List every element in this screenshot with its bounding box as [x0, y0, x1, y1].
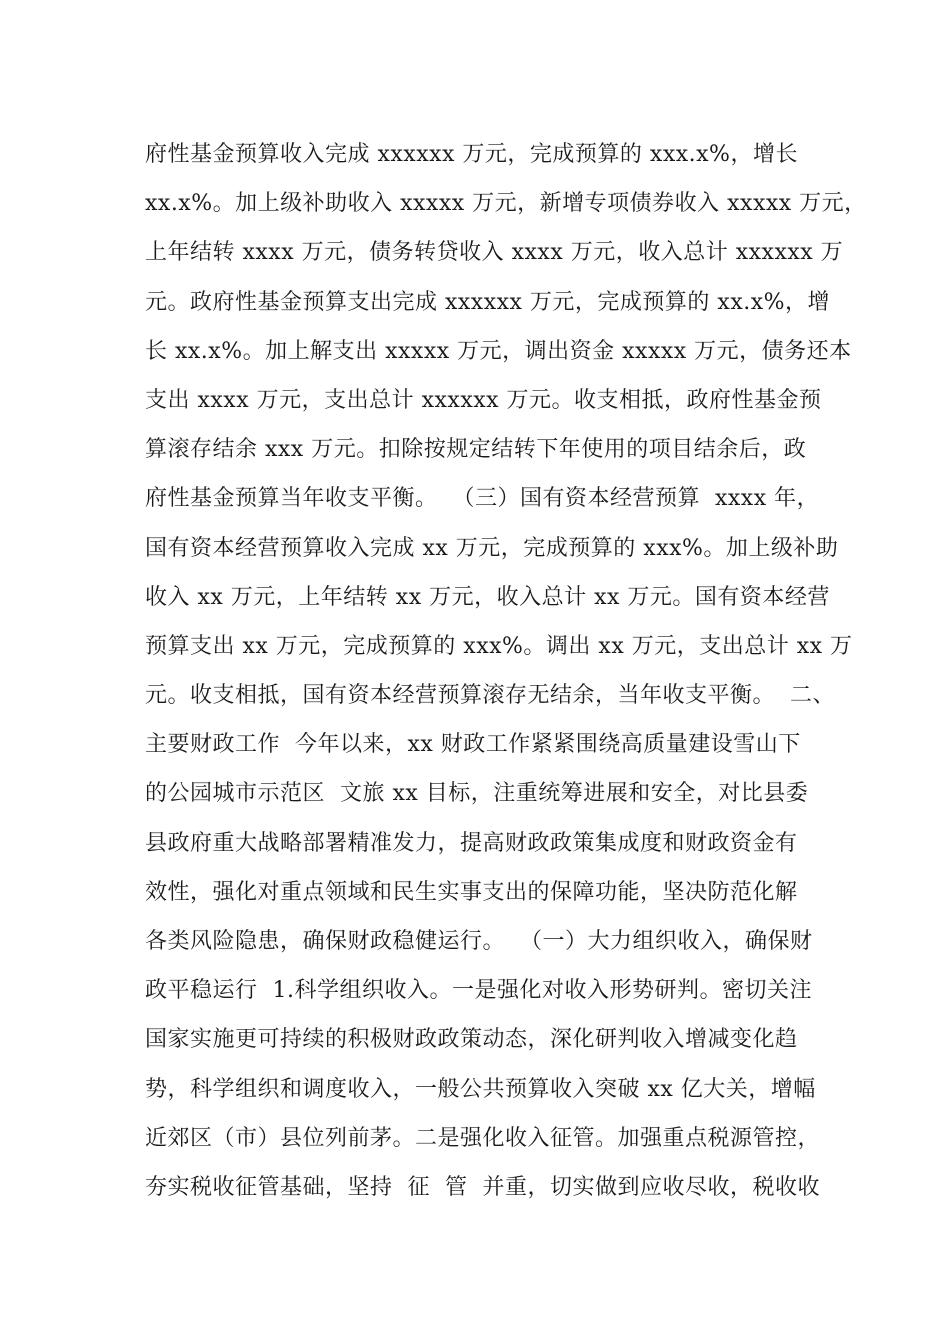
text-line: 势，科学组织和调度收入，一般公共预算收入突破 xx 亿大关，增幅 — [145, 1076, 816, 1102]
body-text — [145, 130, 867, 1212]
text-line: 长 xx.x%。加上解支出 xxxxx 万元，调出资金 xxxxx 万元，债务还本 — [145, 338, 852, 364]
text-line: 效性，强化对重点领域和民生实事支出的保障功能，坚决防范化解 — [145, 879, 798, 905]
text-line: 收入 xx 万元，上年结转 xx 万元，收入总计 xx 万元。国有资本经营 — [145, 584, 830, 610]
text-line: 预算支出 xx 万元，完成预算的 xxx%。调出 xx 万元，支出总计 xx 万 — [145, 633, 853, 659]
text-line: 主要财政工作 今年以来，xx 财政工作紧紧围绕高质量建设雪山下 — [145, 732, 801, 758]
text-line: 国家实施更可持续的积极财政政策动态，深化研判收入增减变化趋 — [145, 1027, 798, 1053]
text-line: xx.x%。加上级补助收入 xxxxx 万元，新增专项债券收入 xxxxx 万元， — [145, 191, 867, 217]
text-line: 府性基金预算收入完成 xxxxxx 万元，完成预算的 xxx.x%，增长 — [145, 142, 798, 167]
text-line: 元。政府性基金预算支出完成 xxxxxx 万元，完成预算的 xx.x%，增 — [145, 289, 831, 315]
text-line: 元。收支相抵，国有资本经营预算滚存无结余，当年收支平衡。 二、 — [145, 683, 835, 709]
text-line: 的公园城市示范区 文旅 xx 目标，注重统筹进展和安全，对比县委 — [145, 781, 809, 807]
text-line: 县政府重大战略部署精准发力，提高财政政策集成度和财政资金有 — [145, 830, 798, 856]
text-line: 近郊区（市）县位列前茅。二是强化收入征管。加强重点税源管控， — [145, 1125, 821, 1151]
text-line: 上年结转 xxxx 万元，债务转贷收入 xxxx 万元，收入总计 xxxxxx 万 — [145, 240, 844, 266]
text-line: 夯实税收征管基础，坚持 征 管 并重，切实做到应收尽收，税收收 — [145, 1174, 820, 1200]
text-line: 政平稳运行 1.科学组织收入。一是强化对收入形势研判。密切关注 — [145, 978, 812, 1004]
text-line: 国有资本经营预算收入完成 xx 万元，完成预算的 xxx%。加上级补助 — [145, 535, 839, 561]
text-line: 算滚存结余 xxx 万元。扣除按规定结转下年使用的项目结余后，政 — [145, 437, 807, 463]
text-line: 支出 xxxx 万元，支出总计 xxxxxx 万元。收支相抵，政府性基金预 — [145, 387, 822, 413]
text-line: 各类风险隐患，确保财政稳健运行。 （一）大力组织收入，确保财 — [145, 929, 813, 954]
text-line: 府性基金预算当年收支平衡。 （三）国有资本经营预算 xxxx 年， — [145, 486, 820, 512]
